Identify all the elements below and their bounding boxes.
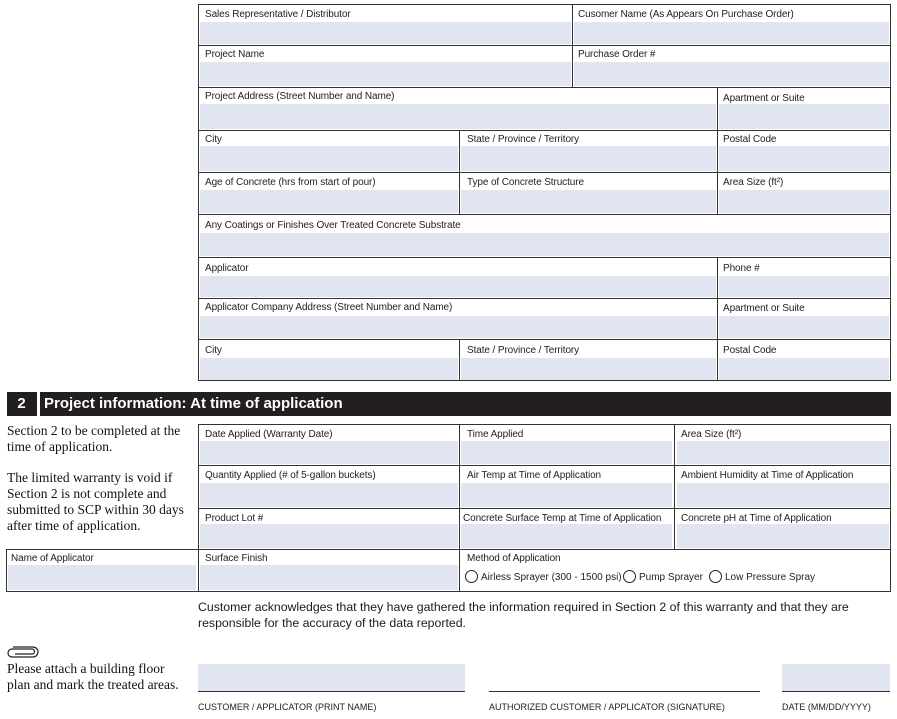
city-label: City [205, 134, 222, 145]
date-applied-label: Date Applied (Warranty Date) [205, 429, 333, 440]
low-pressure-spray-label: Low Pressure Spray [725, 572, 816, 583]
airless-sprayer-radio[interactable] [465, 570, 478, 583]
postal-code-field[interactable] [719, 146, 889, 171]
type-of-concrete-label: Type of Concrete Structure [467, 177, 584, 188]
city-2-field[interactable] [200, 358, 458, 380]
state-2-field[interactable] [461, 358, 716, 380]
city-2-label: City [205, 345, 222, 356]
quantity-applied-label: Quantity Applied (# of 5-gallon buckets) [205, 470, 376, 481]
surface-temp-field[interactable] [461, 524, 672, 548]
postal-code-2-field[interactable] [719, 358, 889, 380]
coatings-label: Any Coatings or Finishes Over Treated Concrete Substrate [205, 220, 461, 231]
pump-sprayer-label: Pump Sprayer [639, 572, 703, 583]
method-of-application-label: Method of Application [467, 553, 561, 564]
time-applied-label: Time Applied [467, 429, 524, 440]
apartment-2-label: Apartment or Suite [723, 303, 805, 314]
coatings-field[interactable] [200, 233, 889, 256]
signature-label: AUTHORIZED CUSTOMER / APPLICATOR (SIGNATURE) [489, 702, 725, 712]
section2-note-timing: Section 2 to be completed at the time of application. [7, 423, 181, 454]
type-of-concrete-field[interactable] [461, 190, 716, 213]
signature-field[interactable] [489, 664, 760, 691]
air-temp-label: Air Temp at Time of Application [467, 470, 602, 481]
airless-sprayer-label: Airless Sprayer (300 - 1500 psi) [481, 572, 622, 583]
surface-temp-label: Concrete Surface Temp at Time of Application [463, 513, 662, 524]
applicator-label: Applicator [205, 263, 249, 274]
age-of-concrete-field[interactable] [200, 190, 458, 213]
section-number: 2 [17, 395, 26, 412]
area-size-2-label: Area Size (ft²) [681, 429, 742, 440]
name-of-applicator-field[interactable] [8, 565, 196, 590]
city-field[interactable] [200, 146, 458, 171]
section-divider [37, 392, 40, 416]
humidity-label: Ambient Humidity at Time of Application [681, 470, 854, 481]
date-field[interactable] [782, 664, 890, 691]
print-name-line [198, 691, 465, 692]
state-2-label: State / Province / Territory [467, 345, 580, 356]
project-name-field[interactable] [200, 62, 571, 86]
sales-rep-label: Sales Representative / Distributor [205, 9, 351, 20]
apartment-2-field[interactable] [719, 316, 889, 338]
humidity-field[interactable] [677, 483, 889, 507]
postal-code-2-label: Postal Code [723, 345, 777, 356]
apartment-label: Apartment or Suite [723, 93, 805, 104]
quantity-applied-field[interactable] [200, 483, 458, 507]
low-pressure-spray-radio[interactable] [709, 570, 722, 583]
pump-sprayer-radio[interactable] [623, 570, 636, 583]
applicator-address-label: Applicator Company Address (Street Number and Name) [205, 302, 453, 313]
surface-finish-field[interactable] [200, 565, 458, 590]
section2-note-warranty-void: The limited warranty is void if Section 2 is not complete and submitted to SCP within 30 days after time of application. [7, 470, 184, 533]
phone-field[interactable] [719, 276, 889, 297]
concrete-ph-field[interactable] [677, 524, 889, 548]
age-of-concrete-label: Age of Concrete (hrs from start of pour) [205, 177, 376, 188]
state-label: State / Province / Territory [467, 134, 580, 145]
air-temp-field[interactable] [461, 483, 672, 507]
area-size-label: Area Size (ft²) [723, 177, 784, 188]
paperclip-icon [6, 645, 40, 659]
area-size-2-field[interactable] [677, 441, 889, 464]
phone-label: Phone # [723, 263, 760, 274]
name-of-applicator-label: Name of Applicator [11, 553, 94, 564]
applicator-field[interactable] [200, 276, 716, 297]
surface-finish-label: Surface Finish [205, 553, 268, 564]
purchase-order-label: Purchase Order # [578, 49, 656, 60]
apartment-field[interactable] [719, 104, 889, 129]
time-applied-field[interactable] [461, 441, 672, 464]
concrete-ph-label: Concrete pH at Time of Application [681, 513, 832, 524]
print-name-field[interactable] [198, 664, 465, 691]
acknowledgement-text: Customer acknowledges that they have gathered the information required in Section 2 of this warranty and that they are responsible for the accuracy of the data reported. [198, 600, 849, 630]
applicator-address-field[interactable] [200, 316, 716, 338]
product-lot-label: Product Lot # [205, 513, 264, 524]
state-field[interactable] [461, 146, 716, 171]
purchase-order-field[interactable] [574, 62, 889, 86]
section2-header [7, 392, 891, 416]
attach-floor-plan-note: Please attach a building floor plan and mark the treated areas. [7, 661, 179, 692]
project-address-field[interactable] [200, 104, 716, 129]
signature-line [489, 691, 760, 692]
date-label: DATE (MM/DD/YYYY) [782, 702, 871, 712]
project-name-label: Project Name [205, 49, 265, 60]
customer-name-field[interactable] [574, 22, 889, 44]
area-size-field[interactable] [719, 190, 889, 213]
print-name-label: CUSTOMER / APPLICATOR (PRINT NAME) [198, 702, 377, 712]
project-address-label: Project Address (Street Number and Name) [205, 91, 395, 102]
date-applied-field[interactable] [200, 441, 458, 464]
postal-code-label: Postal Code [723, 134, 777, 145]
date-line [782, 691, 890, 692]
product-lot-field[interactable] [200, 524, 458, 548]
sales-rep-field[interactable] [200, 22, 571, 44]
customer-name-label: Cusomer Name (As Appears On Purchase Order) [578, 9, 794, 20]
section-title: Project information: At time of application [44, 395, 343, 412]
